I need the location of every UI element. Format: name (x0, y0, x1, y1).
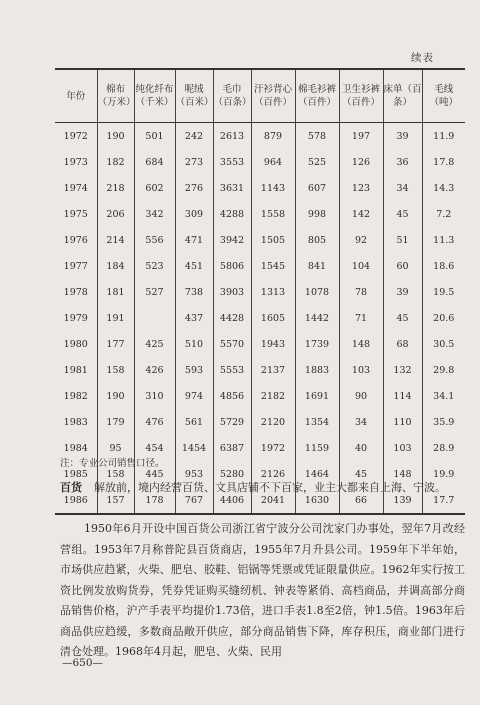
table-row (55, 149, 465, 175)
column-header: 毛巾（百条） (213, 69, 251, 123)
table-cell: 190 (97, 383, 134, 409)
table-cell: 3942 (213, 227, 251, 253)
table-cell: 2137 (251, 357, 295, 383)
column-header: 毛线（吨） (422, 69, 465, 123)
table-cell: 148 (383, 461, 422, 487)
table-cell: 36 (383, 149, 422, 175)
table-cell: 17.7 (422, 487, 465, 514)
table-row (55, 227, 465, 253)
year-cell: 1980 (63, 338, 88, 350)
table-cell: 20.6 (422, 305, 465, 331)
table-cell: 1464 (295, 461, 339, 487)
table-cell: 39 (383, 123, 422, 150)
table-cell: 974 (175, 383, 213, 409)
table-cell: 14.3 (422, 175, 465, 201)
table-cell: 510 (175, 331, 213, 357)
table-cell: 476 (134, 409, 175, 435)
table-cell: 471 (175, 227, 213, 253)
table-cell: 104 (339, 253, 383, 279)
section-title: 百货 (60, 481, 82, 494)
table-cell: 879 (251, 123, 295, 150)
year-cell: 1984 (63, 442, 88, 454)
table-cell: 34.1 (422, 383, 465, 409)
table-row (55, 409, 465, 435)
table-cell: 78 (339, 279, 383, 305)
table-cell: 2613 (213, 123, 251, 150)
table-row (55, 279, 465, 305)
section-intro-paragraph (60, 478, 465, 499)
table-cell: 1739 (295, 331, 339, 357)
table-cell: 68 (383, 331, 422, 357)
table-row (55, 331, 465, 357)
table-header-row (55, 69, 465, 123)
table-cell: 607 (295, 175, 339, 201)
table-cell: 1143 (251, 175, 295, 201)
table-cell: 2126 (251, 461, 295, 487)
table-cell: 310 (134, 383, 175, 409)
table-cell: 184 (97, 253, 134, 279)
table-cell: 206 (97, 201, 134, 227)
table-cell: 3631 (213, 175, 251, 201)
table-cell: 451 (175, 253, 213, 279)
year-cell: 1975 (63, 208, 88, 220)
table-cell: 139 (383, 487, 422, 514)
year-cell: 1976 (63, 234, 88, 246)
table-cell: 35.9 (422, 409, 465, 435)
table-cell: 1545 (251, 253, 295, 279)
table-footnote: 注：专业公司销售口径。 (60, 458, 165, 469)
year-cell: 1972 (63, 130, 88, 142)
table-cell: 2041 (251, 487, 295, 514)
table-cell: 1442 (295, 305, 339, 331)
year-cell: 1978 (63, 286, 88, 298)
year-cell: 1982 (63, 390, 88, 402)
table-cell: 4288 (213, 201, 251, 227)
table-cell: 45 (383, 305, 422, 331)
table-cell: 454 (134, 435, 175, 461)
table-cell: 1558 (251, 201, 295, 227)
table-cell: 17.8 (422, 149, 465, 175)
section-intro-text: 解放前，境内经营百货、文具店铺不下百家，业主大都来自上海、宁波。 (94, 481, 446, 494)
table-row (55, 357, 465, 383)
table-cell: 342 (134, 201, 175, 227)
table-cell: 90 (339, 383, 383, 409)
table-row (55, 201, 465, 227)
table-cell: 5570 (213, 331, 251, 357)
table-cell: 523 (134, 253, 175, 279)
year-cell: 1977 (63, 260, 88, 272)
table-cell: 148 (339, 331, 383, 357)
table-cell: 5729 (213, 409, 251, 435)
table-cell: 2120 (251, 409, 295, 435)
table-row (55, 383, 465, 409)
table-cell: 1159 (295, 435, 339, 461)
table-cell: 1883 (295, 357, 339, 383)
table-cell: 51 (383, 227, 422, 253)
table-cell: 157 (97, 487, 134, 514)
table-cell: 964 (251, 149, 295, 175)
year-cell: 1981 (63, 364, 88, 376)
year-cell: 1983 (63, 416, 88, 428)
table-cell: 103 (339, 357, 383, 383)
year-cell: 1979 (63, 312, 88, 324)
table-cell: 1972 (251, 435, 295, 461)
table-cell: 1943 (251, 331, 295, 357)
column-header: 年份 (55, 69, 97, 123)
column-header: 纯化纤布（千米） (134, 69, 175, 123)
table-cell: 1454 (175, 435, 213, 461)
table-cell: 501 (134, 123, 175, 150)
table-cell: 177 (97, 331, 134, 357)
table-cell: 103 (383, 435, 422, 461)
table-cell: 425 (134, 331, 175, 357)
section-body-paragraph: 1950年6月开设中国百货公司浙江省宁波分公司沈家门办事处，翌年7月改经营组。1953年7月称普陀县百货商店，1955年7月升县公司。1959年下半年始，市场供应趋紧，火柴、肥皂、胶鞋、铝锅等凭票或凭证限量供应。1962年实行按工资比例发放购货券，凭券凭证购买缝纫机、钟表等紧俏、高档商品，并调高部分商品销售价格，沪产手表平均提价1.73倍，进口手表1.8至2倍，钟1.5倍。1963年后商品供应趋缓，多数商品敞开供应，部分商品销售下降，库存积压，商业部门进行清仓处理。1968年4月起，肥皂、火柴、民用 (60, 522, 465, 658)
table-cell: 142 (339, 201, 383, 227)
table-cell: 5280 (213, 461, 251, 487)
table-cell: 242 (175, 123, 213, 150)
table-cell: 4856 (213, 383, 251, 409)
table-cell: 178 (134, 487, 175, 514)
table-cell: 34 (339, 409, 383, 435)
table-cell: 214 (97, 227, 134, 253)
table-cell: 4428 (213, 305, 251, 331)
column-header: 棉毛衫裤（百件） (295, 69, 339, 123)
table-cell: 126 (339, 149, 383, 175)
year-cell: 1974 (63, 182, 88, 194)
table-cell: 45 (339, 461, 383, 487)
table-cell: 179 (97, 409, 134, 435)
table-cell: 66 (339, 487, 383, 514)
table-cell: 276 (175, 175, 213, 201)
table-cell: 39 (383, 279, 422, 305)
column-header: 棉布（万米） (97, 69, 134, 123)
page-number: —650— (62, 657, 104, 669)
table-cell: 2182 (251, 383, 295, 409)
table-cell: 561 (175, 409, 213, 435)
table-cell: 4406 (213, 487, 251, 514)
table-cell: 578 (295, 123, 339, 150)
table-cell: 3903 (213, 279, 251, 305)
table-cell: 1630 (295, 487, 339, 514)
table-cell: 40 (339, 435, 383, 461)
table-cell (134, 305, 175, 331)
table-cell: 158 (97, 461, 134, 487)
table-cell: 767 (175, 487, 213, 514)
table-cell: 998 (295, 201, 339, 227)
table-cell: 28.9 (422, 435, 465, 461)
year-cell: 1973 (63, 156, 88, 168)
year-cell: 1985 (63, 468, 88, 480)
table-cell: 18.6 (422, 253, 465, 279)
table-cell: 841 (295, 253, 339, 279)
table-cell: 527 (134, 279, 175, 305)
table-cell: 426 (134, 357, 175, 383)
table-cell: 191 (97, 305, 134, 331)
table-cell: 19.9 (422, 461, 465, 487)
table-cell: 11.9 (422, 123, 465, 150)
table-cell: 525 (295, 149, 339, 175)
table-cell: 7.2 (422, 201, 465, 227)
table-cell: 34 (383, 175, 422, 201)
table-cell: 158 (97, 357, 134, 383)
column-header: 汗衫背心（百件） (251, 69, 295, 123)
table-cell: 218 (97, 175, 134, 201)
textile-sales-table (55, 68, 465, 515)
table-cell: 182 (97, 149, 134, 175)
table-cell: 30.5 (422, 331, 465, 357)
table-cell: 1078 (295, 279, 339, 305)
table-cell: 114 (383, 383, 422, 409)
table-cell: 684 (134, 149, 175, 175)
table-row (55, 175, 465, 201)
column-header: 卫生衫裤（百件） (339, 69, 383, 123)
table-row (55, 305, 465, 331)
table-cell: 123 (339, 175, 383, 201)
table-cell: 953 (175, 461, 213, 487)
table-cell: 1505 (251, 227, 295, 253)
table-cell: 71 (339, 305, 383, 331)
column-header: 呢绒（百米） (175, 69, 213, 123)
table-cell: 11.3 (422, 227, 465, 253)
table-cell: 110 (383, 409, 422, 435)
table-cell: 273 (175, 149, 213, 175)
table-cell: 92 (339, 227, 383, 253)
table-cell: 1313 (251, 279, 295, 305)
table-cell: 805 (295, 227, 339, 253)
table-cell: 29.8 (422, 357, 465, 383)
table-cell: 602 (134, 175, 175, 201)
table-cell: 437 (175, 305, 213, 331)
table-row (55, 253, 465, 279)
table-cell: 5806 (213, 253, 251, 279)
table-cell: 1605 (251, 305, 295, 331)
year-cell: 1986 (63, 494, 88, 506)
table-cell: 3553 (213, 149, 251, 175)
continued-table-label: 续表 (411, 52, 434, 64)
table-cell: 1354 (295, 409, 339, 435)
table-row (55, 123, 465, 150)
table-cell: 190 (97, 123, 134, 150)
table-cell: 445 (134, 461, 175, 487)
table-cell: 60 (383, 253, 422, 279)
column-header: 床单（百条） (383, 69, 422, 123)
table-cell: 309 (175, 201, 213, 227)
table-cell: 181 (97, 279, 134, 305)
table-cell: 738 (175, 279, 213, 305)
table-cell: 45 (383, 201, 422, 227)
table-cell: 5553 (213, 357, 251, 383)
table-cell: 132 (383, 357, 422, 383)
table-cell: 6387 (213, 435, 251, 461)
table-cell: 593 (175, 357, 213, 383)
table-cell: 556 (134, 227, 175, 253)
table-cell: 95 (97, 435, 134, 461)
table-cell: 197 (339, 123, 383, 150)
table-cell: 1691 (295, 383, 339, 409)
table-cell: 19.5 (422, 279, 465, 305)
